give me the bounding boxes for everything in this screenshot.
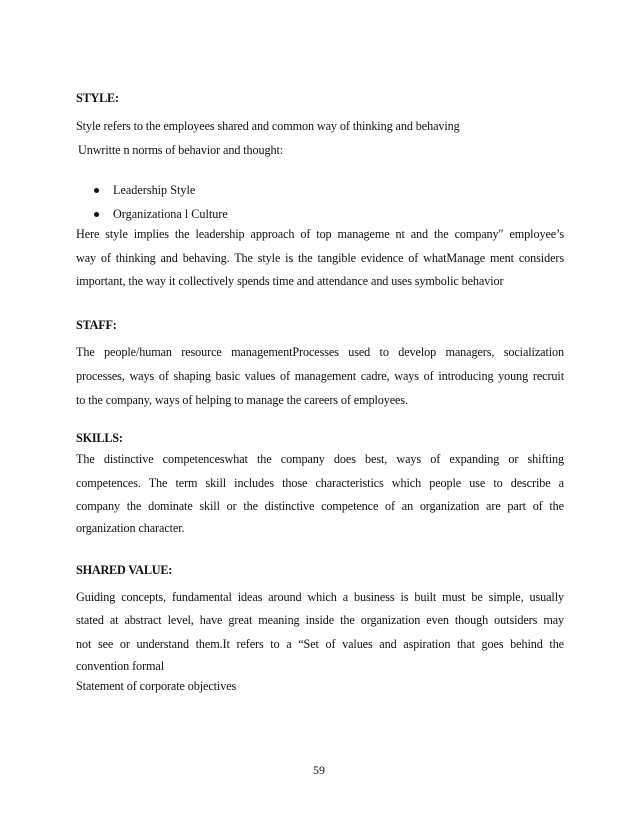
paragraph-line: Here style implies the leadership approach of top manageme nt and the company″ employee’s [76, 227, 564, 241]
style-heading: STYLE: [76, 91, 119, 105]
shared-value-line-2 [76, 613, 564, 628]
staff-line-2 [76, 369, 564, 384]
paragraph-line: company the dominate skill or the distinctive competence of an organization are part of the [76, 499, 564, 513]
paragraph-line: not see or understand them.It refers to a “Set of values and aspiration that goes behind the [76, 637, 564, 651]
style-paragraph-line-3: important, the way it collectively spends time and attendance and uses symbolic behavior [76, 274, 504, 288]
style-paragraph-line-2 [76, 251, 564, 266]
paragraph-line: stated at abstract level, have great meaning inside the organization even though outsiders may [76, 613, 564, 627]
bullet-organizational-culture [94, 207, 228, 222]
staff-line-1 [76, 345, 564, 360]
shared-value-line-4: convention formal [76, 659, 164, 673]
shared-value-line-1 [76, 590, 564, 605]
style-line-1: Style refers to the employees shared and common way of thinking and behaving [76, 119, 460, 133]
paragraph-line: processes, ways of shaping basic values of management cadre, ways of introducing young recruit [76, 369, 564, 383]
style-line-2: Unwritte n norms of behavior and thought: [78, 143, 284, 157]
shared-value-line-3 [76, 637, 564, 652]
paragraph-line: competences. The term skill includes those characteristics which people use to describe a [76, 476, 564, 490]
skills-line-2 [76, 476, 564, 491]
shared-value-line-5: Statement of corporate objectives [76, 679, 237, 693]
bullet-label: Organizationa l Culture [113, 207, 228, 221]
style-paragraph-line-1 [76, 227, 564, 242]
skills-line-1 [76, 452, 564, 467]
skills-line-3 [76, 499, 564, 514]
skills-line-4: organization character. [76, 521, 185, 535]
bullet-icon [94, 212, 99, 217]
bullet-leadership-style [94, 183, 195, 198]
staff-line-3: to the company, ways of helping to manage the careers of employees. [76, 393, 408, 407]
staff-heading: STAFF: [76, 318, 117, 332]
skills-heading: SKILLS: [76, 431, 123, 445]
paragraph-line: The distinctive competenceswhat the company does best, ways of expanding or shifting [76, 452, 564, 466]
bullet-icon [94, 188, 99, 193]
bullet-label: Leadership Style [113, 183, 196, 197]
paragraph-line: The people/human resource managementProcesses used to develop managers, socialization [76, 345, 564, 359]
paragraph-line: Guiding concepts, fundamental ideas around which a business is built must be simple, usually [76, 590, 564, 604]
shared-value-heading: SHARED VALUE: [76, 563, 173, 577]
page-number: 59 [313, 763, 325, 777]
paragraph-line: way of thinking and behaving. The style is the tangible evidence of whatManage ment considers [76, 251, 564, 265]
